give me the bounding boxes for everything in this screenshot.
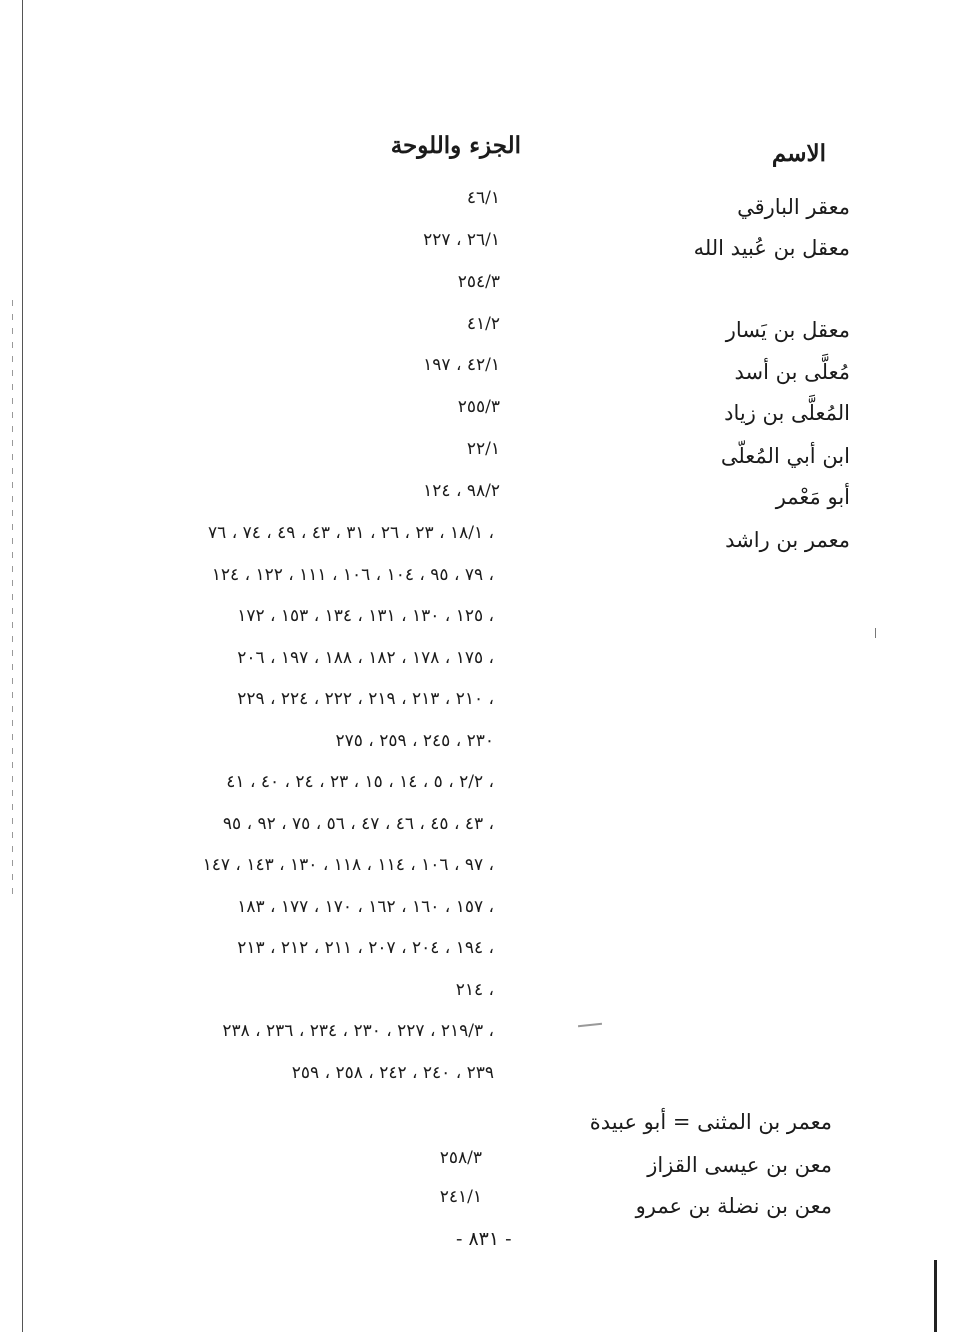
entry-name: المُعلَّى بن زياد xyxy=(724,401,850,425)
column-header-name: الاسم xyxy=(771,140,826,167)
entry-name: معقر البارقي xyxy=(737,195,850,219)
entry-ref: ٤٣ ، ٤٥ ، ٤٦ ، ٤٧ ، ٥٦ ، ٧٥ ، ٩٢ ، ٩٥ ، xyxy=(222,814,494,834)
entry-ref: ٢٦/١ ، ٢٢٧ xyxy=(423,230,500,250)
entry-ref: ٢/٢ ، ٥ ، ١٤ ، ١٥ ، ٢٣ ، ٢٤ ، ٤٠ ، ٤١ ، xyxy=(226,772,494,792)
entry-ref: ٩٨/٢ ، ١٢٤ xyxy=(423,481,500,501)
entry-name: معن بن نضلة بن عمرو xyxy=(635,1194,832,1218)
entry-ref: ٤٦/١ xyxy=(466,188,500,208)
entry-name: أبو مَعْمر xyxy=(775,485,850,509)
entry-ref: ٢١٠ ، ٢١٣ ، ٢١٩ ، ٢٢٢ ، ٢٢٤ ، ٢٢٩ ، xyxy=(237,689,494,709)
scan-stroke xyxy=(578,1023,602,1027)
entry-name: معقل بن عُبيد الله xyxy=(693,236,850,260)
page-number: - ٨٣١ - xyxy=(456,1228,512,1250)
entry-ref: ٢٣٩ ، ٢٤٠ ، ٢٤٢ ، ٢٥٨ ، ٢٥٩ xyxy=(291,1063,494,1083)
entry-ref: ١٨/١ ، ٢٣ ، ٢٦ ، ٣١ ، ٤٣ ، ٤٩ ، ٧٤ ، ٧٦ ، xyxy=(208,523,494,543)
scan-mark xyxy=(875,628,876,638)
entry-ref: ١٥٧ ، ١٦٠ ، ١٦٢ ، ١٧٠ ، ١٧٧ ، ١٨٣ ، xyxy=(237,897,494,917)
column-header-reference: الجزء واللوحة xyxy=(390,132,521,159)
entry-name: معقل بن يَسار xyxy=(725,318,850,342)
entry-ref: ٢٤١/١ xyxy=(439,1187,482,1207)
entry-ref: ١٧٥ ، ١٧٨ ، ١٨٢ ، ١٨٨ ، ١٩٧ ، ٢٠٦ ، xyxy=(237,648,494,668)
scan-dash-line xyxy=(12,300,13,900)
entry-ref: ٢٥٨/٣ xyxy=(439,1148,482,1168)
entry-ref: ١٢٥ ، ١٣٠ ، ١٣١ ، ١٣٤ ، ١٥٣ ، ١٧٢ ، xyxy=(237,606,494,626)
entry-name: مُعلَّى بن أسد xyxy=(734,360,850,384)
entry-ref: ٢١٤ ، xyxy=(455,980,494,1000)
entry-ref: ٤١/٢ xyxy=(466,314,500,334)
entry-ref: ٢٥٤/٣ xyxy=(457,272,500,292)
entry-name: ابن أبي المُعلّى xyxy=(720,444,850,468)
entry-ref: ٩٧ ، ١٠٦ ، ١١٤ ، ١١٨ ، ١٣٠ ، ١٤٣ ، ١٤٧ ، xyxy=(202,855,494,875)
entry-name: معن بن عيسى القزاز xyxy=(647,1153,832,1177)
entry-ref: ٢١٩/٣ ، ٢٢٧ ، ٢٣٠ ، ٢٣٤ ، ٢٣٦ ، ٢٣٨ ، xyxy=(222,1021,494,1041)
page-edge-left xyxy=(22,0,23,1332)
entry-ref: ٢٢/١ xyxy=(466,439,500,459)
entry-ref: ٧٩ ، ٩٥ ، ١٠٤ ، ١٠٦ ، ١١١ ، ١٢٢ ، ١٢٤ ، xyxy=(211,565,494,585)
entry-ref: ٢٣٠ ، ٢٤٥ ، ٢٥٩ ، ٢٧٥ xyxy=(335,731,494,751)
entry-ref: ٢٥٥/٣ xyxy=(457,397,500,417)
entry-ref: ٤٢/١ ، ١٩٧ xyxy=(423,355,500,375)
page-edge-right xyxy=(934,1260,937,1332)
entry-ref: ١٩٤ ، ٢٠٤ ، ٢٠٧ ، ٢١١ ، ٢١٢ ، ٢١٣ ، xyxy=(237,938,494,958)
entry-name: معمر بن راشد xyxy=(725,528,850,552)
entry-name: معمر بن المثنى = أبو عبيدة xyxy=(589,1110,832,1134)
